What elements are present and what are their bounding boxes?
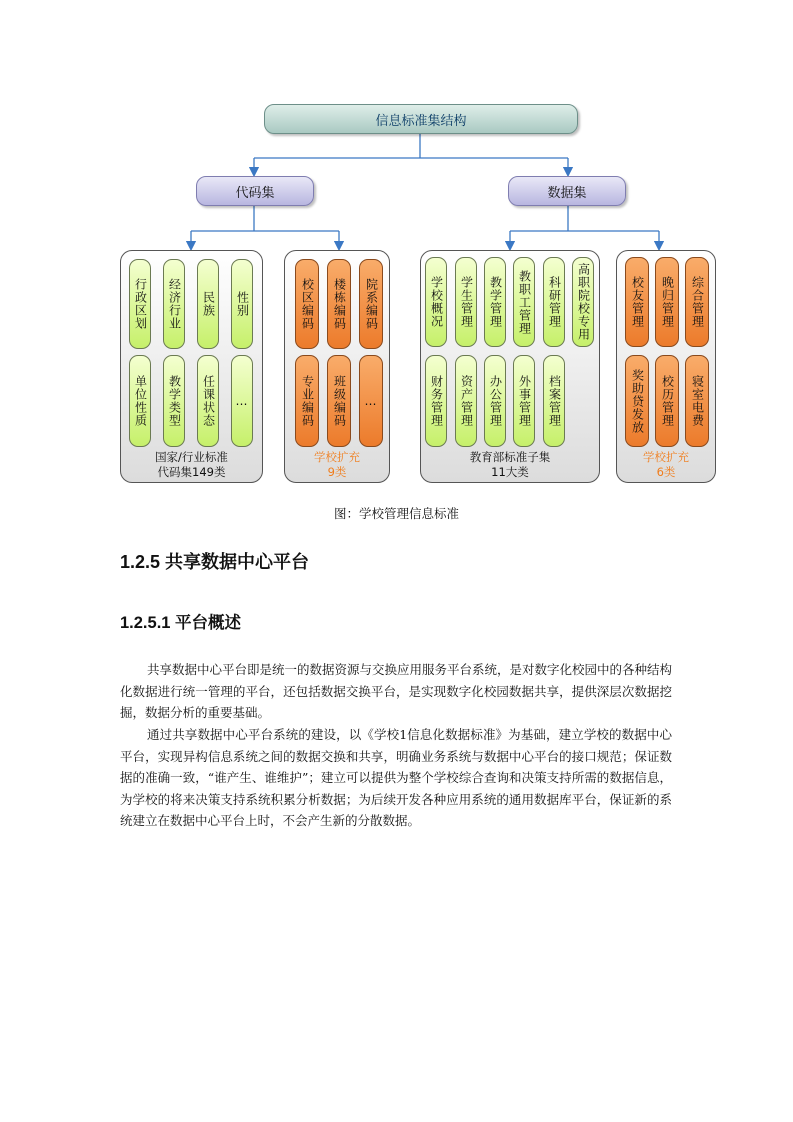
panel-caption: 学校扩充 6类 bbox=[643, 450, 689, 479]
more-cell: … bbox=[359, 355, 383, 447]
code-cell: 经济行业 bbox=[163, 259, 185, 349]
school-code-extension-panel bbox=[284, 250, 390, 483]
data-cell: 资产管理 bbox=[455, 355, 477, 447]
data-cell: 综合管理 bbox=[685, 257, 709, 347]
data-cell: 奖助贷发放 bbox=[625, 355, 649, 447]
code-cell: 性别 bbox=[231, 259, 253, 349]
data-cell: 教学管理 bbox=[484, 257, 506, 347]
code-cell: 任课状态 bbox=[197, 355, 219, 447]
standards-structure-diagram bbox=[0, 0, 793, 500]
ministry-standard-panel bbox=[420, 250, 600, 483]
data-cell: 办公管理 bbox=[484, 355, 506, 447]
panel-caption: 学校扩充 9类 bbox=[314, 450, 360, 479]
code-cell: 班级编码 bbox=[327, 355, 351, 447]
diagram-title: 信息标准集结构 bbox=[264, 104, 578, 134]
paragraph: 通过共享数据中心平台系统的建设，以《学校1信息化数据标准》为基础，建立学校的数据中心平台，实现异构信息系统之间的数据交换和共享，明确业务系统与数据中心平台的接口规范；保证数据的准确一致，“谁产生、谁维护”；建立可以提供为整个学校综合查询和决策支持所需的数据信息，为学校的将来决策支持系统积累分析数据；为后续开发各种应用系统的通用数据库平台，保证新的系统建立在数据中心平台上时，不会产生新的分散数据。 bbox=[120, 727, 672, 828]
code-cell: 教学类型 bbox=[163, 355, 185, 447]
data-cell: 外事管理 bbox=[513, 355, 535, 447]
panel-caption: 教育部标准子集 11大类 bbox=[469, 450, 551, 479]
code-cell: 校区编码 bbox=[295, 259, 319, 349]
data-set-node: 数据集 bbox=[508, 176, 626, 206]
code-set-node: 代码集 bbox=[196, 176, 314, 206]
code-cell: 单位性质 bbox=[129, 355, 151, 447]
panel-caption: 国家/行业标准 代码集149类 bbox=[155, 450, 228, 479]
data-cell: 学校概况 bbox=[425, 257, 447, 347]
data-cell: 校历管理 bbox=[655, 355, 679, 447]
section-heading: 1.2.5 共享数据中心平台 bbox=[120, 552, 310, 572]
national-standard-panel bbox=[120, 250, 263, 483]
more-cell: … bbox=[231, 355, 253, 447]
data-cell: 学生管理 bbox=[455, 257, 477, 347]
data-cell: 财务管理 bbox=[425, 355, 447, 447]
data-cell: 高职院校专用 bbox=[572, 257, 594, 347]
data-cell: 档案管理 bbox=[543, 355, 565, 447]
data-cell: 科研管理 bbox=[543, 257, 565, 347]
data-cell: 晚归管理 bbox=[655, 257, 679, 347]
code-cell: 楼栋编码 bbox=[327, 259, 351, 349]
code-cell: 专业编码 bbox=[295, 355, 319, 447]
subsection-heading: 1.2.5.1 平台概述 bbox=[120, 614, 242, 632]
data-cell: 校友管理 bbox=[625, 257, 649, 347]
data-cell: 教职工管理 bbox=[513, 257, 535, 347]
code-cell: 民族 bbox=[197, 259, 219, 349]
paragraph: 共享数据中心平台即是统一的数据资源与交换应用服务平台系统，是对数字化校园中的各种结构化数据进行统一管理的平台，还包括数据交换平台，是实现数字化校园数据共享，提供深层次数据挖掘，数据分析的重要基础。 bbox=[120, 662, 673, 720]
school-data-extension-panel bbox=[616, 250, 716, 483]
data-cell: 寝室电费 bbox=[685, 355, 709, 447]
figure-caption: 图：学校管理信息标准 bbox=[333, 506, 459, 521]
code-cell: 行政区划 bbox=[129, 259, 151, 349]
code-cell: 院系编码 bbox=[359, 259, 383, 349]
